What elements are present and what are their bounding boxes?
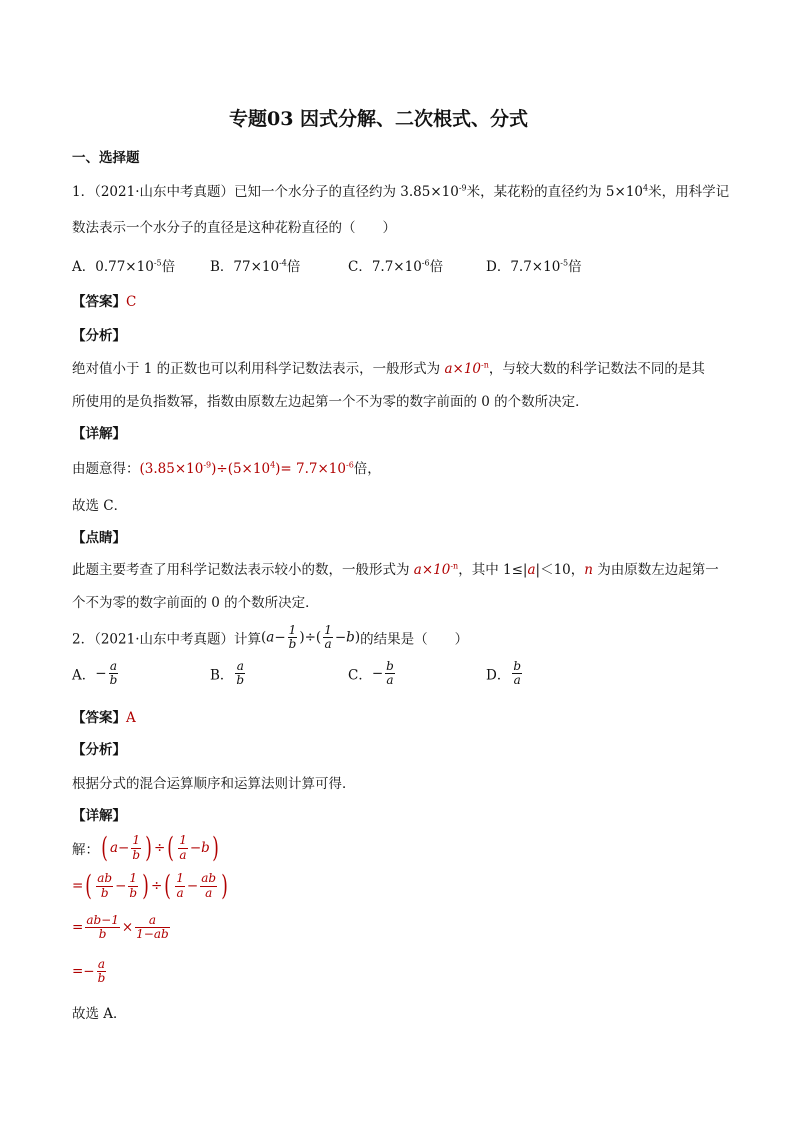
q1-comment-line2: 个不为零的数字前面的 0 的个数所决定． — [72, 595, 319, 611]
q1-option-c: C．$7.7\times 10^{-6}$倍 — [348, 258, 444, 275]
q1-choose: 故选 C． — [72, 498, 128, 514]
q2-option-c: C．− $\frac{b}{a}$ — [348, 659, 394, 688]
q1-analysis-tag: 【分析】 — [72, 328, 126, 344]
q1-comment-line1: 此题主要考查了用科学记数法表示较小的数，一般形式为 $a\times 10^{-n}$，其中 1≤|a|＜10，n 为由原数左边起第一 — [72, 561, 719, 578]
q2-analysis-tag: 【分析】 — [72, 742, 126, 758]
q2-choose: 故选 A． — [72, 1006, 127, 1022]
q2-detail-tag: 【详解】 — [72, 808, 126, 824]
q2-step-3: = $\frac{ab-1}{b}$ × $\frac{a}{1-ab}$ — [72, 913, 169, 942]
section-heading: 一、选择题 — [72, 150, 140, 166]
q2-analysis: 根据分式的混合运算顺序和运算法则计算可得． — [72, 776, 356, 792]
page-title: 专题03 因式分解、二次根式、分式 — [229, 108, 529, 130]
q2-answer: 【答案】A — [72, 710, 136, 726]
q2-step-1: 解：( a− $\frac{1}{b}$ ) ÷( $\frac{1}{a}$ −b) — [72, 831, 219, 864]
q1-answer: 【答案】C — [72, 294, 137, 310]
q2-option-a: A．− $\frac{a}{b}$ — [72, 659, 118, 688]
q1-detail-line: 由题意得：$(3.85\times 10^{-9})\div(5\times 10^4)= 7.7\times 10^{-6}$倍， — [72, 460, 381, 477]
q1-option-d: D．$7.7\times 10^{-5}$倍 — [486, 258, 582, 275]
q1-detail-tag: 【详解】 — [72, 426, 126, 442]
q1-analysis-line2: 所使用的是负指数幂，指数由原数左边起第一个不为零的数字前面的 0 的个数所决定． — [72, 394, 589, 410]
q1-option-b: B．$77\times 10^{-4}$倍 — [210, 258, 301, 275]
q1-stem-line2: 数法表示一个水分子的直径是这种花粉直径的（ ） — [72, 220, 396, 236]
q2-step-2: =( $\frac{ab}{b}$ − $\frac{1}{b}$ ) ÷( $\frac{1}{a}$ − $\frac{ab}{a}$ ) — [72, 869, 228, 902]
q2-option-b: B． $\frac{a}{b}$ — [210, 659, 245, 688]
q1-analysis-line1: 绝对值小于 1 的正数也可以利用科学记数法表示，一般形式为 $a\times 10^{-n}$，与较大数的科学记数法不同的是其 — [72, 360, 705, 377]
q1-stem-line1: 1．（2021·山东中考真题）已知一个水分子的直径约为 $3.85\times 10^{-9}$米，某花粉的直径约为 $5\times 10^4$米，用科学记 — [72, 183, 730, 200]
q2-stem: 2．（2021·山东中考真题）计算(a− $\frac{1}{b}$ )÷( $\frac{1}{a}$ −b)的结果是（ ） — [72, 623, 469, 652]
q2-option-d: D． $\frac{b}{a}$ — [486, 659, 522, 688]
q1-comment-tag: 【点睛】 — [72, 530, 126, 546]
q1-option-a: A．$0.77\times 10^{-5}$倍 — [72, 258, 176, 275]
q2-step-4: =− $\frac{a}{b}$ — [72, 957, 106, 986]
